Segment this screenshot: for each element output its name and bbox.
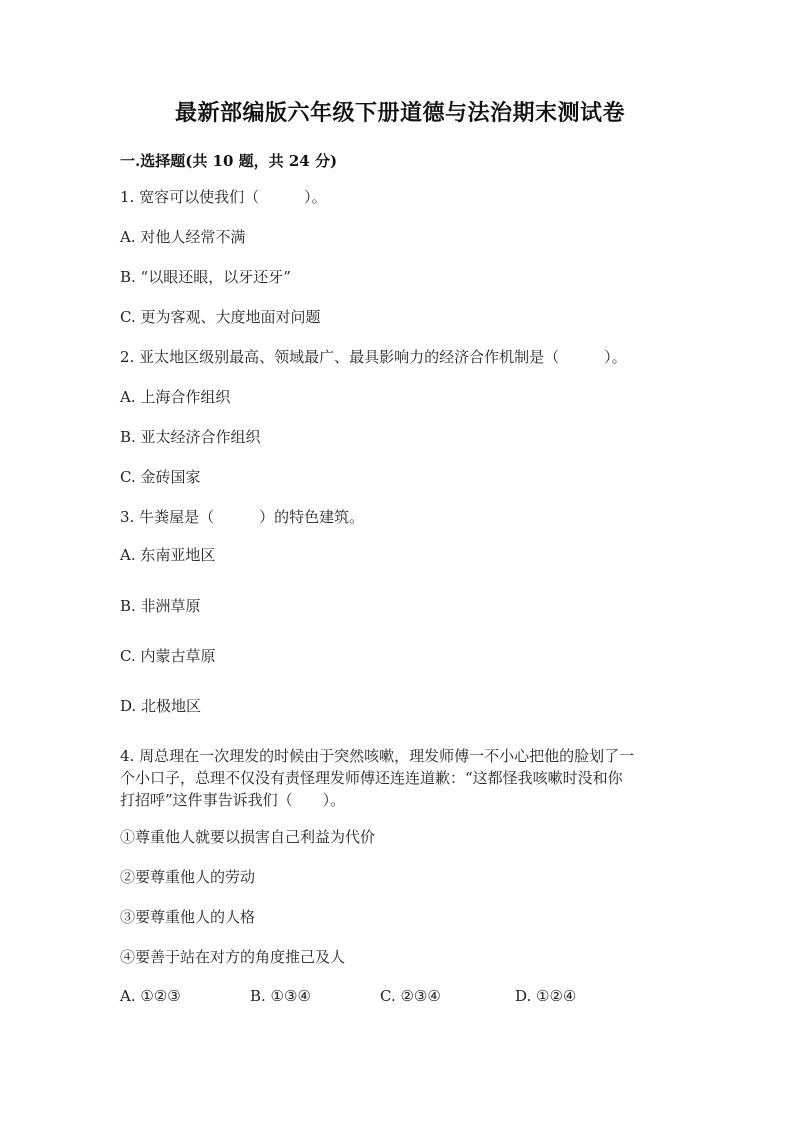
question-4-choice-d: D. ①②④ xyxy=(515,987,577,1005)
question-1-option-c: C. 更为客观、大度地面对问题 xyxy=(120,308,321,326)
question-4-stem xyxy=(120,745,680,811)
question-4-statement-3: ③要尊重他人的人格 xyxy=(120,908,256,926)
question-3-option-b: B. 非洲草原 xyxy=(120,597,201,615)
question-4-choice-a: A. ①②③ xyxy=(120,987,181,1005)
section-heading: 一.选择题(共 10 题，共 24 分) xyxy=(120,152,338,170)
question-4-choice-b: B. ①③④ xyxy=(250,987,311,1005)
question-2-stem: 2. 亚太地区级别最高、领域最广、最具影响力的经济合作机制是（ ）。 xyxy=(120,348,627,366)
question-2-option-c: C. 金砖国家 xyxy=(120,468,201,486)
question-4-stem-line: 打招呼”这件事告诉我们（ ）。 xyxy=(120,791,346,809)
question-4-statement-4: ④要善于站在对方的角度推己及人 xyxy=(120,948,346,966)
question-3-stem: 3. 牛粪屋是（ ）的特色建筑。 xyxy=(120,508,365,526)
question-2-option-b: B. 亚太经济合作组织 xyxy=(120,428,261,446)
question-4-statement-1: ①尊重他人就要以损害自己利益为代价 xyxy=(120,828,376,846)
question-4-stem-line: 个小口子，总理不仅没有责怪理发师傅还连连道歉：“这都怪我咳嗽时没和你 xyxy=(120,769,623,787)
question-4-stem-line: 4. 周总理在一次理发的时候由于突然咳嗽，理发师傅一不小心把他的脸划了一 xyxy=(120,747,635,765)
question-2-option-a: A. 上海合作组织 xyxy=(120,388,231,406)
question-1-option-b: B. “以眼还眼，以牙还牙” xyxy=(120,268,291,286)
question-1-stem: 1. 宽容可以使我们（ ）。 xyxy=(120,188,327,206)
page-title: 最新部编版六年级下册道德与法治期末测试卷 xyxy=(174,100,625,126)
question-3-option-a: A. 东南亚地区 xyxy=(120,546,216,564)
question-4-choices xyxy=(120,985,680,1007)
question-3-option-d: D. 北极地区 xyxy=(120,697,202,715)
question-3-option-c: C. 内蒙古草原 xyxy=(120,647,216,665)
question-4-statement-2: ②要尊重他人的劳动 xyxy=(120,868,256,886)
question-1-option-a: A. 对他人经常不满 xyxy=(120,228,246,246)
question-4-choice-c: C. ②③④ xyxy=(380,987,441,1005)
